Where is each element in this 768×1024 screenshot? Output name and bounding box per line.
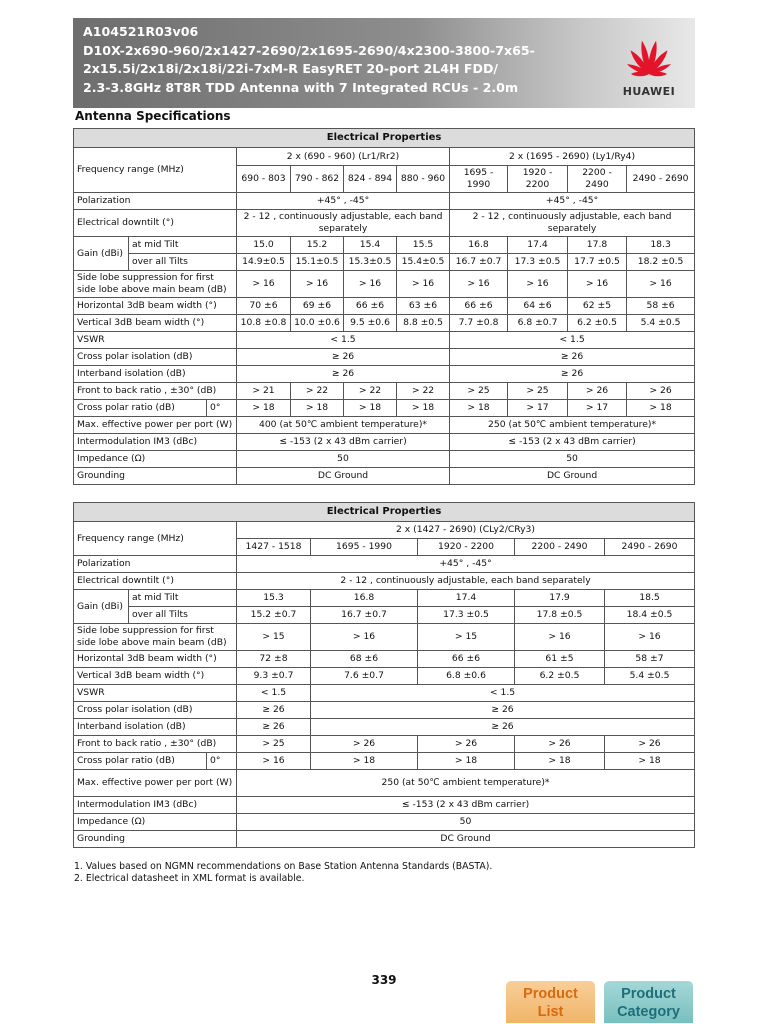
max-power-value: 250 (at 50℃ ambient temperature)* <box>450 417 695 434</box>
band-a-header: 2 x (690 - 960) (Lr1/Rr2) <box>237 148 450 166</box>
front-to-back-value: > 26 <box>568 383 627 400</box>
front-to-back-value: > 25 <box>508 383 568 400</box>
cross-polar-ratio-value: > 16 <box>237 753 311 770</box>
gain-mid-value: 17.8 <box>568 237 627 254</box>
polarization-label: Polarization <box>74 193 237 210</box>
gain-mid-value: 18.5 <box>605 590 695 607</box>
electrical-properties-table-1 <box>73 128 695 485</box>
gain-mid-value: 17.9 <box>515 590 605 607</box>
hbw-value: 62 ±5 <box>568 298 627 315</box>
front-to-back-label: Front to back ratio , ±30° (dB) <box>74 736 237 753</box>
hbw-value: 66 ±6 <box>418 651 515 668</box>
gain-all-value: 14.9±0.5 <box>237 254 291 271</box>
grounding-value: DC Ground <box>450 468 695 485</box>
gain-all-value: 18.2 ±0.5 <box>627 254 695 271</box>
hbw-value: 61 ±5 <box>515 651 605 668</box>
sub-band: 2200 - 2490 <box>515 539 605 556</box>
button-label-line: List <box>537 1004 564 1020</box>
sidelobe-value: > 16 <box>237 271 291 298</box>
cross-polar-ratio-value: > 18 <box>418 753 515 770</box>
footnote: 1. Values based on NGMN recommendations on Base Station Antenna Standards (BASTA). <box>74 861 493 872</box>
vbw-label: Vertical 3dB beam width (°) <box>74 315 237 332</box>
hbw-value: 63 ±6 <box>397 298 450 315</box>
polarization-value: +45° , -45° <box>237 193 450 210</box>
cross-polar-ratio-value: > 18 <box>605 753 695 770</box>
gain-all-value: 18.4 ±0.5 <box>605 607 695 624</box>
vswr-label: VSWR <box>74 332 237 349</box>
vbw-value: 7.7 ±0.8 <box>450 315 508 332</box>
hbw-value: 72 ±8 <box>237 651 311 668</box>
interband-isolation-value: ≥ 26 <box>450 366 695 383</box>
frequency-range-label: Frequency range (MHz) <box>74 148 237 193</box>
section-header: Electrical Properties <box>74 129 695 148</box>
gain-mid-label: at mid Tilt <box>129 590 237 607</box>
vbw-value: 9.5 ±0.6 <box>344 315 397 332</box>
vswr-label: VSWR <box>74 685 237 702</box>
interband-isolation-value: ≥ 26 <box>237 366 450 383</box>
gain-mid-value: 15.3 <box>237 590 311 607</box>
band-header: 2 x (1427 - 2690) (CLy2/CRy3) <box>237 522 695 539</box>
front-to-back-value: > 25 <box>450 383 508 400</box>
gain-mid-value: 17.4 <box>508 237 568 254</box>
gain-mid-value: 16.8 <box>311 590 418 607</box>
impedance-value: 50 <box>237 814 695 831</box>
sidelobe-value: > 15 <box>418 624 515 651</box>
sidelobe-value: > 16 <box>627 271 695 298</box>
gain-mid-value: 15.2 <box>291 237 344 254</box>
gain-all-value: 15.3±0.5 <box>344 254 397 271</box>
cross-polar-isolation-value: ≥ 26 <box>311 702 695 719</box>
downtilt-label: Electrical downtilt (°) <box>74 573 237 590</box>
gain-mid-value: 17.4 <box>418 590 515 607</box>
cross-polar-ratio-angle: 0° <box>207 753 237 770</box>
cross-polar-ratio-value: > 18 <box>311 753 418 770</box>
cross-polar-ratio-value: > 18 <box>627 400 695 417</box>
band-b-header: 2 x (1695 - 2690) (Ly1/Ry4) <box>450 148 695 166</box>
vbw-value: 6.2 ±0.5 <box>568 315 627 332</box>
sidelobe-label: Side lobe suppression for first side lobe above main beam (dB) <box>74 624 237 651</box>
front-to-back-value: > 26 <box>627 383 695 400</box>
gain-all-label: over all Tilts <box>129 254 237 271</box>
button-label-line: Product <box>523 986 578 1002</box>
title-line: 2x15.5i/2x18i/2x18i/22i-7xM-R EasyRET 20-port 2L4H FDD/ <box>83 61 499 76</box>
vswr-value: < 1.5 <box>311 685 695 702</box>
gain-all-value: 17.3 ±0.5 <box>508 254 568 271</box>
cross-polar-ratio-angle: 0° <box>207 400 237 417</box>
hbw-label: Horizontal 3dB beam width (°) <box>74 651 237 668</box>
front-to-back-value: > 26 <box>515 736 605 753</box>
sub-band: 790 - 862 <box>291 166 344 193</box>
sidelobe-label: Side lobe suppression for first side lobe above main beam (dB) <box>74 271 237 298</box>
gain-all-value: 16.7 ±0.7 <box>450 254 508 271</box>
vbw-value: 7.6 ±0.7 <box>311 668 418 685</box>
vbw-value: 5.4 ±0.5 <box>627 315 695 332</box>
im3-value: ≤ -153 (2 x 43 dBm carrier) <box>237 797 695 814</box>
im3-value: ≤ -153 (2 x 43 dBm carrier) <box>450 434 695 451</box>
section-header: Electrical Properties <box>74 503 695 522</box>
sub-band: 1920 - 2200 <box>418 539 515 556</box>
gain-mid-value: 15.5 <box>397 237 450 254</box>
impedance-value: 50 <box>450 451 695 468</box>
sub-band: 1695 - 1990 <box>450 166 508 193</box>
section-title: Antenna Specifications <box>75 109 231 123</box>
cross-polar-ratio-label: Cross polar ratio (dB) <box>74 400 207 417</box>
footnote: 2. Electrical datasheet in XML format is available. <box>74 873 305 884</box>
front-to-back-value: > 25 <box>237 736 311 753</box>
polarization-value: +45° , -45° <box>237 556 695 573</box>
cross-polar-ratio-value: > 18 <box>291 400 344 417</box>
gain-all-value: 15.4±0.5 <box>397 254 450 271</box>
max-power-label: Max. effective power per port (W) <box>74 417 237 434</box>
interband-isolation-value: ≥ 26 <box>237 719 311 736</box>
vbw-value: 10.8 ±0.8 <box>237 315 291 332</box>
gain-all-value: 16.7 ±0.7 <box>311 607 418 624</box>
polarization-label: Polarization <box>74 556 237 573</box>
sub-band: 2490 - 2690 <box>605 539 695 556</box>
gain-all-value: 15.1±0.5 <box>291 254 344 271</box>
downtilt-label: Electrical downtilt (°) <box>74 210 237 237</box>
interband-isolation-value: ≥ 26 <box>311 719 695 736</box>
im3-label: Intermodulation IM3 (dBc) <box>74 797 237 814</box>
hbw-value: 66 ±6 <box>450 298 508 315</box>
polarization-value: +45° , -45° <box>450 193 695 210</box>
cross-polar-ratio-value: > 18 <box>450 400 508 417</box>
electrical-properties-table-2 <box>73 502 695 848</box>
gain-label: Gain (dBi) <box>74 590 129 624</box>
front-to-back-value: > 22 <box>291 383 344 400</box>
vbw-value: 6.8 ±0.7 <box>508 315 568 332</box>
hbw-value: 58 ±6 <box>627 298 695 315</box>
impedance-value: 50 <box>237 451 450 468</box>
vswr-value: < 1.5 <box>237 332 450 349</box>
vbw-value: 10.0 ±0.6 <box>291 315 344 332</box>
sub-band: 2490 - 2690 <box>627 166 695 193</box>
impedance-label: Impedance (Ω) <box>74 451 237 468</box>
product-list-button[interactable] <box>506 981 595 1023</box>
sub-band: 880 - 960 <box>397 166 450 193</box>
cross-polar-ratio-value: > 18 <box>397 400 450 417</box>
vbw-value: 9.3 ±0.7 <box>237 668 311 685</box>
cross-polar-isolation-value: ≥ 26 <box>237 702 311 719</box>
front-to-back-value: > 26 <box>605 736 695 753</box>
sidelobe-value: > 16 <box>568 271 627 298</box>
cross-polar-ratio-value: > 17 <box>568 400 627 417</box>
sidelobe-value: > 16 <box>311 624 418 651</box>
grounding-label: Grounding <box>74 831 237 848</box>
vbw-label: Vertical 3dB beam width (°) <box>74 668 237 685</box>
front-to-back-value: > 22 <box>397 383 450 400</box>
sub-band: 2200 - 2490 <box>568 166 627 193</box>
cross-polar-ratio-value: > 18 <box>344 400 397 417</box>
vbw-value: 8.8 ±0.5 <box>397 315 450 332</box>
front-to-back-value: > 21 <box>237 383 291 400</box>
cross-polar-isolation-label: Cross polar isolation (dB) <box>74 349 237 366</box>
huawei-logo <box>611 28 687 102</box>
sidelobe-value: > 16 <box>450 271 508 298</box>
sidelobe-value: > 16 <box>508 271 568 298</box>
hbw-value: 69 ±6 <box>291 298 344 315</box>
gain-mid-label: at mid Tilt <box>129 237 237 254</box>
vswr-value: < 1.5 <box>450 332 695 349</box>
front-to-back-value: > 26 <box>418 736 515 753</box>
page-number: 339 <box>371 973 397 987</box>
gain-all-label: over all Tilts <box>129 607 237 624</box>
gain-mid-value: 18.3 <box>627 237 695 254</box>
title-line: D10X-2x690-960/2x1427-2690/2x1695-2690/4x2300-3800-7x65- <box>83 42 535 58</box>
vbw-value: 6.2 ±0.5 <box>515 668 605 685</box>
document-header <box>73 18 695 108</box>
hbw-value: 68 ±6 <box>311 651 418 668</box>
hbw-value: 58 ±7 <box>605 651 695 668</box>
cross-polar-ratio-value: > 18 <box>515 753 605 770</box>
sub-band: 1427 - 1518 <box>237 539 311 556</box>
product-title <box>83 23 553 97</box>
vbw-value: 5.4 ±0.5 <box>605 668 695 685</box>
gain-label: Gain (dBi) <box>74 237 129 271</box>
impedance-label: Impedance (Ω) <box>74 814 237 831</box>
hbw-value: 66 ±6 <box>344 298 397 315</box>
sub-band: 690 - 803 <box>237 166 291 193</box>
downtilt-value: 2 - 12 , continuously adjustable, each band separately <box>237 573 695 590</box>
sub-band: 1695 - 1990 <box>311 539 418 556</box>
im3-label: Intermodulation IM3 (dBc) <box>74 434 237 451</box>
cross-polar-ratio-value: > 17 <box>508 400 568 417</box>
max-power-label: Max. effective power per port (W) <box>74 770 237 797</box>
cross-polar-isolation-value: ≥ 26 <box>450 349 695 366</box>
interband-isolation-label: Interband isolation (dB) <box>74 366 237 383</box>
cross-polar-ratio-value: > 18 <box>237 400 291 417</box>
button-label-line: Category <box>617 1004 680 1020</box>
gain-all-value: 17.3 ±0.5 <box>418 607 515 624</box>
cross-polar-isolation-value: ≥ 26 <box>237 349 450 366</box>
grounding-label: Grounding <box>74 468 237 485</box>
button-label-line: Product <box>621 986 676 1002</box>
sidelobe-value: > 16 <box>344 271 397 298</box>
front-to-back-label: Front to back ratio , ±30° (dB) <box>74 383 237 400</box>
sidelobe-value: > 15 <box>237 624 311 651</box>
gain-mid-value: 15.0 <box>237 237 291 254</box>
title-line: A104521R03v06 <box>83 24 199 39</box>
hbw-label: Horizontal 3dB beam width (°) <box>74 298 237 315</box>
max-power-value: 400 (at 50℃ ambient temperature)* <box>237 417 450 434</box>
sub-band: 824 - 894 <box>344 166 397 193</box>
footnotes <box>74 861 492 885</box>
huawei-petals-icon <box>611 28 687 84</box>
sidelobe-value: > 16 <box>605 624 695 651</box>
title-line: 2.3-3.8GHz 8T8R TDD Antenna with 7 Integrated RCUs - 2.0m <box>83 79 519 95</box>
front-to-back-value: > 26 <box>311 736 418 753</box>
frequency-range-label: Frequency range (MHz) <box>74 522 237 556</box>
product-category-button[interactable] <box>604 981 693 1023</box>
gain-mid-value: 16.8 <box>450 237 508 254</box>
cross-polar-isolation-label: Cross polar isolation (dB) <box>74 702 237 719</box>
sidelobe-value: > 16 <box>291 271 344 298</box>
hbw-value: 64 ±6 <box>508 298 568 315</box>
interband-isolation-label: Interband isolation (dB) <box>74 719 237 736</box>
max-power-value: 250 (at 50℃ ambient temperature)* <box>237 770 695 797</box>
hbw-value: 70 ±6 <box>237 298 291 315</box>
im3-value: ≤ -153 (2 x 43 dBm carrier) <box>237 434 450 451</box>
vswr-value: < 1.5 <box>237 685 311 702</box>
front-to-back-value: > 22 <box>344 383 397 400</box>
cross-polar-ratio-label: Cross polar ratio (dB) <box>74 753 207 770</box>
grounding-value: DC Ground <box>237 468 450 485</box>
grounding-value: DC Ground <box>237 831 695 848</box>
downtilt-value: 2 - 12 , continuously adjustable, each band separately <box>237 210 450 237</box>
sidelobe-value: > 16 <box>515 624 605 651</box>
sidelobe-value: > 16 <box>397 271 450 298</box>
sub-band: 1920 - 2200 <box>508 166 568 193</box>
logo-text: HUAWEI <box>622 85 676 98</box>
gain-all-value: 17.8 ±0.5 <box>515 607 605 624</box>
downtilt-value: 2 - 12 , continuously adjustable, each band separately <box>450 210 695 237</box>
gain-mid-value: 15.4 <box>344 237 397 254</box>
gain-all-value: 17.7 ±0.5 <box>568 254 627 271</box>
vbw-value: 6.8 ±0.6 <box>418 668 515 685</box>
gain-all-value: 15.2 ±0.7 <box>237 607 311 624</box>
